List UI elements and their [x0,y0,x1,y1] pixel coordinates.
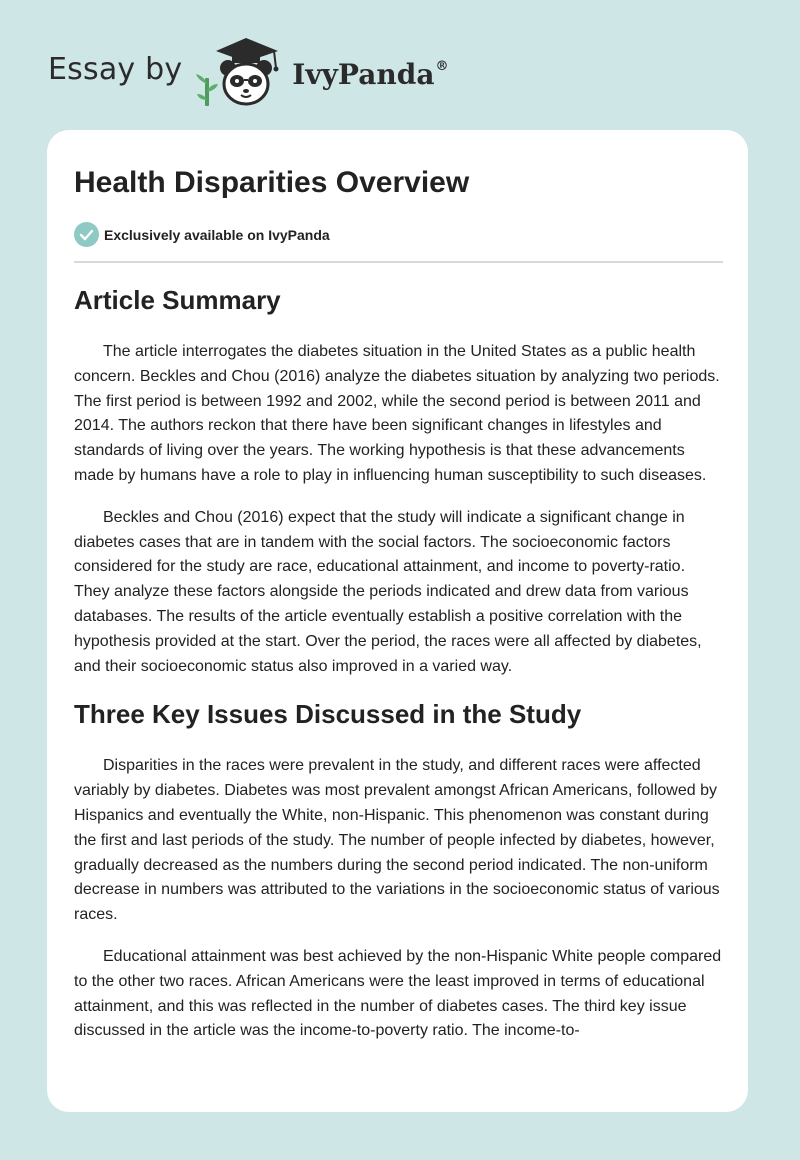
paragraph: The article interrogates the diabetes situation in the United States as a public health concern. Beckles and Chou (2016) analyze the diabetes situation by analyzing two periods. The first period is between 1992 and 2002, while the second period is between 2011 and 2014. The authors reckon that there have been significant changes in lifestyles and standards of living over the years. The working hypothesis is that these advancements made by humans have a role to play in influencing human susceptibility to such diseases. [74,343,720,484]
article-body [74,282,724,1061]
check-circle-icon [74,222,99,247]
brand-header [48,34,448,110]
brand-prefix: Essay by [48,51,183,87]
panda-logo-icon [196,34,292,110]
section-heading-summary: Article Summary [74,285,281,315]
article-title: Health Disparities Overview [74,166,470,199]
paragraph: Disparities in the races were prevalent in the study, and different races were affected variably by diabetes. Diabetes was most prevalent amongst African Americans, followed by Hispanics and eventually the White, non-Hispanic. This phenomenon was constant during the first and last periods of the study. The number of people infected by diabetes, however, gradually decreased as the numbers during the second period indicated. The non-uniform decrease in numbers was attributed to the variations in the socioeconomic status of various races. [74,757,720,924]
paragraph: Beckles and Chou (2016) expect that the study will indicate a significant change in diabetes cases that are in tandem with the social factors. The socioeconomic factors considered for the study are race, educational attainment, and income to poverty-ratio. They analyze these factors alongside the periods indicated and drew data from various databases. The results of the article eventually establish a positive correlation with the hypothesis provided at the start. Over the period, the races were all affected by diabetes, and their socioeconomic status also improved in a varied way. [74,508,702,675]
exclusive-badge [74,222,330,247]
paragraph: Educational attainment was best achieved by the non-Hispanic White people compared to the other two races. African Americans were the least improved in terms of educational attainment, and this was reflected in the number of diabetes cases. The third key issue discussed in the article was the income-to-poverty ratio. The income-to- [74,947,722,1040]
article-card [47,130,748,1112]
brand-name: IvyPanda® [292,57,449,91]
exclusive-badge-text: Exclusively available on IvyPanda [104,226,330,243]
section-heading-key-issues: Three Key Issues Discussed in the Study [74,699,582,730]
registered-mark: ® [435,58,449,74]
title-divider [74,261,723,263]
